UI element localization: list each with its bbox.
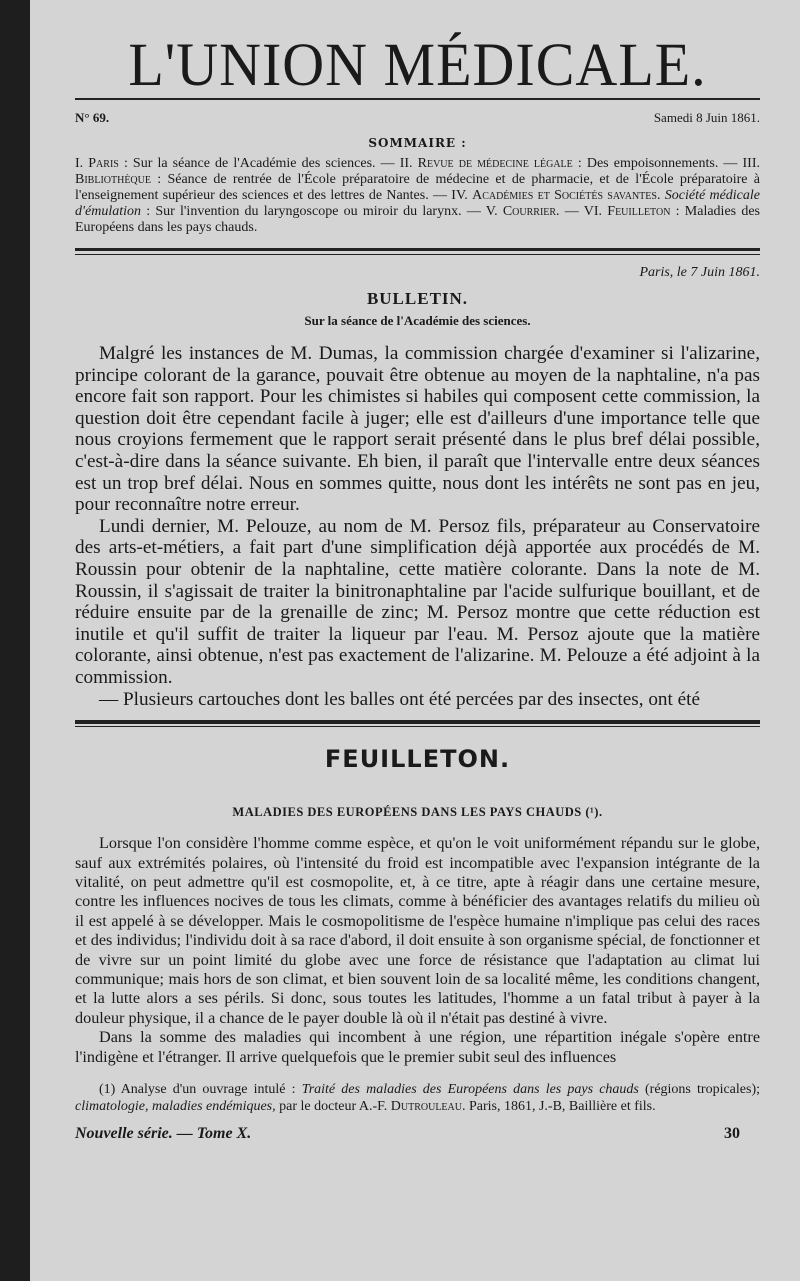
issue-number: N° 69.	[75, 110, 110, 125]
footnote-book-title: Traité des maladies des Européens dans les pays chauds	[301, 1081, 639, 1097]
bulletin-dateline: Paris, le 7 Juin 1861.	[639, 265, 760, 280]
bulletin-body	[75, 343, 760, 710]
sommaire-section-italic: Société médicale d'émulation	[75, 188, 760, 219]
section-separator	[75, 248, 760, 255]
footnote-author: Dutroulеau	[390, 1098, 462, 1114]
sommaire-section-head: Feuilleton	[607, 204, 671, 219]
sommaire-section-head: Paris	[88, 156, 119, 171]
newspaper-page	[30, 0, 800, 1281]
footnote-text: . Paris, 1861, J.-B, Baillière et fils.	[461, 1098, 656, 1114]
sommaire-section-head: Académies et Sociétés savantes.	[472, 188, 661, 203]
issue-date: Samedi 8 Juin 1861.	[653, 110, 760, 125]
feuilleton-paragraph: Lorsque l'on considère l'homme comme espèce, et qu'on le voit uniformément répandu sur le globe, sauf aux extrémités polaires, où l'intensité du froid est incompatible avec l'expansion intégrante de la vitalité, on peut admettre qu'il est cosmopolite, et, à ce titre, apte à réagir dans une certaine mesure, contre les influences nocives de tous les climats, comme à bénéficier des avantages relatifs du milieu où il est appelé à se développer. Mais le cosmopolitisme de l'espèce humaine n'implique pas celui des races et des individus; l'individu doit à sa race d'abord, il doit ensuite à son organisme spécial, de fonctionner et de vivre sur un point limité du globe avec une force de résistance que l'adaptation au climat lui communique; mais hors de son climat, et bien souvent loin de sa localité même, les conditions changent, et la lutte alors a ses périls. Si donc, sous toutes les latitudes, l'homme a un fatal tribut à payer à la douleur physique, il a chance de le payer double là où il n'était pas destiné à vivre.	[75, 834, 760, 1027]
sommaire-section-text: : Maladies des Européens dans les pays chauds.	[75, 204, 760, 235]
sommaire-section-text: : Séance de rentrée de l'École préparatoire de médecine et de pharmacie, et de l'École préparatoire à l'enseignement supérieur des sciences et des lettres de Nantes. — IV.	[75, 172, 760, 203]
bulletin-paragraph: Malgré les instances de M. Dumas, la commission chargée d'examiner si l'alizarine, principe colorant de la garance, pouvait être obtenue au moyen de la naphtaline, n'a pas encore fait son rapport. Pour les chimistes si habiles qui composent cette commission, la question doit être cependant facile à juger; elle est d'ailleurs d'une importance telle que nous croyions fermement que le rapport serait présenté dans le plus bref délai possible, c'est-à-dire dans la séance suivante. Eh bien, il paraît que l'intervalle entre deux séances est un trop bref délai. Nous en sommes quitte, nous dont les intérêts ne sont pas en jeu, pour reconnaître notre erreur.	[75, 343, 760, 516]
footnote-lead: (1) Analyse d'un ouvrage intulé :	[99, 1081, 302, 1097]
masthead-title: L'UNION MÉDICALE.	[128, 30, 707, 99]
sommaire-section-text: — VI.	[559, 204, 608, 219]
page-number: 30	[724, 1124, 740, 1142]
sommaire-num: I.	[75, 156, 89, 171]
bulletin-paragraph: — Plusieurs cartouches dont les balles ont été percées par des insectes, ont été	[99, 688, 701, 710]
sommaire-section-head: Courrier.	[502, 204, 560, 219]
sommaire-section-text: : Des empoisonnements. — III.	[572, 156, 760, 171]
page-footer	[75, 1125, 760, 1143]
footnote	[75, 1081, 760, 1115]
feuilleton-title: FEUILLETON.	[324, 745, 511, 774]
bulletin-subtitle: Sur la séance de l'Académie des sciences.	[304, 313, 531, 328]
sommaire-text	[75, 156, 760, 236]
sommaire-section-text: : Sur l'invention du laryngoscope ou miroir du larynx. — V.	[141, 204, 503, 219]
feuilleton-rule	[75, 720, 760, 727]
footnote-text: (régions tropicales);	[638, 1081, 760, 1097]
sommaire-section-text: : Sur la séance de l'Académie des sciences. — II.	[118, 156, 418, 171]
bulletin-paragraph: Lundi dernier, M. Pelouze, au nom de M. Persoz fils, préparateur au Conservatoire des arts-et-métiers, a fait part d'une simplification déjà apportée aux procédés de M. Roussin pour obtenir de la naphtaline, cette matière colorante. Dans la note de M. Roussin, il s'agissait de traiter la binitronaphtaline par l'acide sulfurique bouillant, et de réduire ensuite par de la grenaille de zinc; M. Persoz montre que cette réduction est inutile et qu'il suffit de traiter la liqueur par l'eau. M. Persoz ajoute que la matière colorante, ainsi obtenue, n'est pas exactement de l'alizarine. M. Pelouze a été adjoint à la commission.	[75, 515, 760, 688]
bulletin-title: BULLETIN.	[366, 289, 469, 308]
footer-series: Nouvelle série. — Tome X.	[75, 1124, 252, 1142]
footnote-text: par le docteur A.-F.	[275, 1098, 391, 1114]
sommaire-section-head: Bibliothèque	[75, 172, 151, 187]
feuilleton-paragraph: Dans la somme des maladies qui incombent à une région, une répartition inégale s'opère entre l'indigène et l'étranger. Il arrive quelquefois que le premier subit seul des influences	[75, 1028, 760, 1066]
footnote-subject: climatologie, maladies endémiques,	[75, 1098, 276, 1114]
sommaire-section-head: Revue de médecine légale	[417, 156, 573, 171]
sommaire-title: SOMMAIRE :	[368, 136, 467, 150]
scan-edge	[0, 0, 30, 1281]
issue-info	[75, 110, 760, 126]
feuilleton-subtitle: MALADIES DES EUROPÉENS DANS LES PAYS CHAUDS (¹).	[232, 805, 603, 820]
feuilleton-body	[75, 834, 760, 1067]
